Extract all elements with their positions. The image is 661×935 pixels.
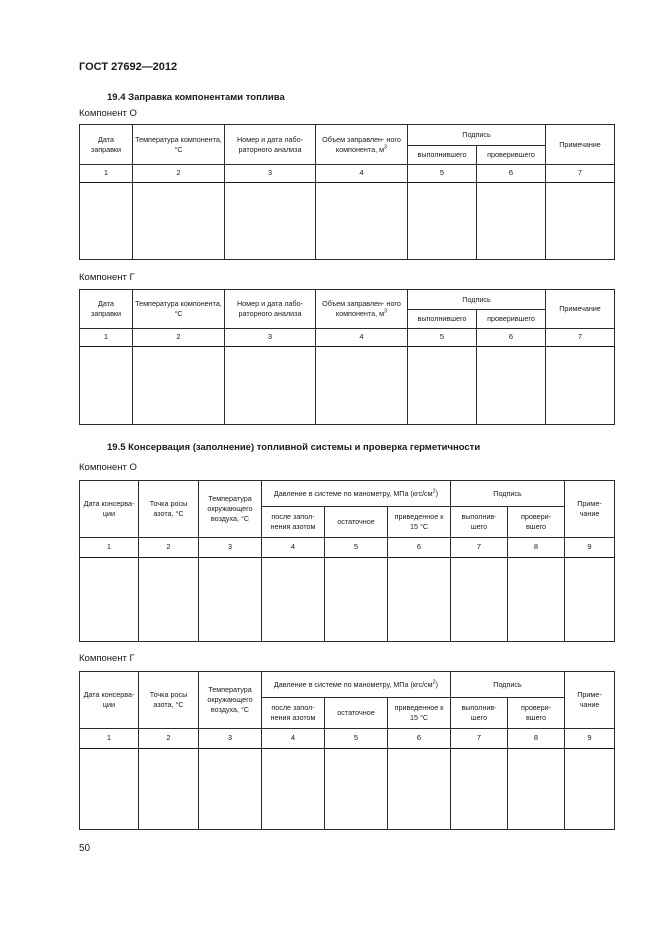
component-o-label-1: Компонент О	[79, 108, 137, 119]
header-performed: выполнив- шего	[451, 507, 508, 538]
column-number: 1	[80, 538, 139, 558]
column-number: 2	[133, 329, 225, 347]
header-volume: Объем заправлен- ного компонента, $м^3$	[316, 125, 408, 165]
column-number: 6	[388, 729, 451, 749]
header-signature: Подпись	[408, 290, 546, 310]
header-date: Дата консерва- ции	[80, 672, 139, 729]
column-number: 3	[225, 329, 316, 347]
column-number: 3	[199, 538, 262, 558]
column-number: 1	[80, 165, 133, 183]
header-performed: выполнив- шего	[451, 698, 508, 729]
column-number: 3	[225, 165, 316, 183]
column-number: 2	[139, 729, 199, 749]
column-number: 2	[139, 538, 199, 558]
header-reduced: приведенное к 15 °С	[388, 507, 451, 538]
header-date: Дата заправки	[80, 290, 133, 329]
column-number: 5	[325, 729, 388, 749]
empty-entry-row	[80, 183, 615, 260]
component-o-label-2: Компонент О	[79, 462, 137, 473]
column-number: 9	[565, 538, 615, 558]
column-number: 5	[408, 165, 477, 183]
header-signature: Подпись	[408, 125, 546, 146]
header-note: Примечание	[546, 125, 615, 165]
column-number: 5	[325, 538, 388, 558]
column-number: 4	[262, 729, 325, 749]
header-after-fill: после запол- нения азотом	[262, 698, 325, 729]
component-g-label-2: Компонент Г	[79, 653, 135, 664]
header-date: Дата заправки	[80, 125, 133, 165]
header-volume: Объем заправлен- ного компонента, $м^3$	[316, 290, 408, 329]
header-dew-point: Точка росы азота, °С	[139, 481, 199, 538]
header-note: Приме- чание	[565, 672, 615, 729]
header-temperature: Температура компонента, °С	[133, 290, 225, 329]
column-number: 6	[477, 329, 546, 347]
header-signature: Подпись	[451, 481, 565, 507]
column-number: 6	[477, 165, 546, 183]
header-ambient-temp: Температура окружающего воздуха, °С	[199, 481, 262, 538]
header-date: Дата консерва- ции	[80, 481, 139, 538]
header-lab-number: Номер и дата лабо- раторного анализа	[225, 290, 316, 329]
section-19-5-title: 19.5 Консервация (заполнение) топливной системы и проверка герметичности	[107, 442, 481, 453]
refuel-table-component-g	[79, 289, 615, 425]
column-number: 4	[316, 165, 408, 183]
column-number: 5	[408, 329, 477, 347]
header-lab-number: Номер и дата лабо- раторного анализа	[225, 125, 316, 165]
preservation-table-component-o	[79, 480, 615, 642]
header-temperature: Температура компонента, °С	[133, 125, 225, 165]
column-number: 8	[508, 729, 565, 749]
header-pressure: Давление в системе по манометру, МПа $(кгс/см^2)$	[262, 672, 451, 698]
column-number: 8	[508, 538, 565, 558]
column-number: 7	[546, 329, 615, 347]
preservation-table-component-g	[79, 671, 615, 830]
header-ambient-temp: Температура окружающего воздуха, °С	[199, 672, 262, 729]
column-number: 7	[451, 729, 508, 749]
header-pressure: Давление в системе по манометру, МПа $(кгс/см^2)$	[262, 481, 451, 507]
header-checked: проверившего	[477, 310, 546, 329]
empty-entry-row	[80, 347, 615, 425]
column-number: 4	[262, 538, 325, 558]
header-performed: выполнившего	[408, 146, 477, 165]
header-signature: Подпись	[451, 672, 565, 698]
column-number: 4	[316, 329, 408, 347]
component-g-label-1: Компонент Г	[79, 272, 135, 283]
column-number: 1	[80, 729, 139, 749]
header-performed: выполнившего	[408, 310, 477, 329]
header-residual: остаточное	[325, 507, 388, 538]
empty-entry-row	[80, 749, 615, 830]
empty-entry-row	[80, 558, 615, 642]
header-residual: остаточное	[325, 698, 388, 729]
column-number: 9	[565, 729, 615, 749]
column-number: 6	[388, 538, 451, 558]
column-number: 7	[546, 165, 615, 183]
document-code: ГОСТ 27692—2012	[79, 61, 178, 73]
header-checked: провери- вшего	[508, 507, 565, 538]
header-note: Примечание	[546, 290, 615, 329]
header-reduced: приведенное к 15 °С	[388, 698, 451, 729]
section-19-4-title: 19.4 Заправка компонентами топлива	[107, 92, 285, 103]
refuel-table-component-o	[79, 124, 615, 260]
column-number: 1	[80, 329, 133, 347]
column-number: 2	[133, 165, 225, 183]
header-note: Приме- чание	[565, 481, 615, 538]
header-checked: провери- вшего	[508, 698, 565, 729]
header-dew-point: Точка росы азота, °С	[139, 672, 199, 729]
page-number: 50	[79, 843, 91, 854]
header-after-fill: после запол- нения азотом	[262, 507, 325, 538]
column-number: 3	[199, 729, 262, 749]
column-number: 7	[451, 538, 508, 558]
header-checked: проверившего	[477, 146, 546, 165]
